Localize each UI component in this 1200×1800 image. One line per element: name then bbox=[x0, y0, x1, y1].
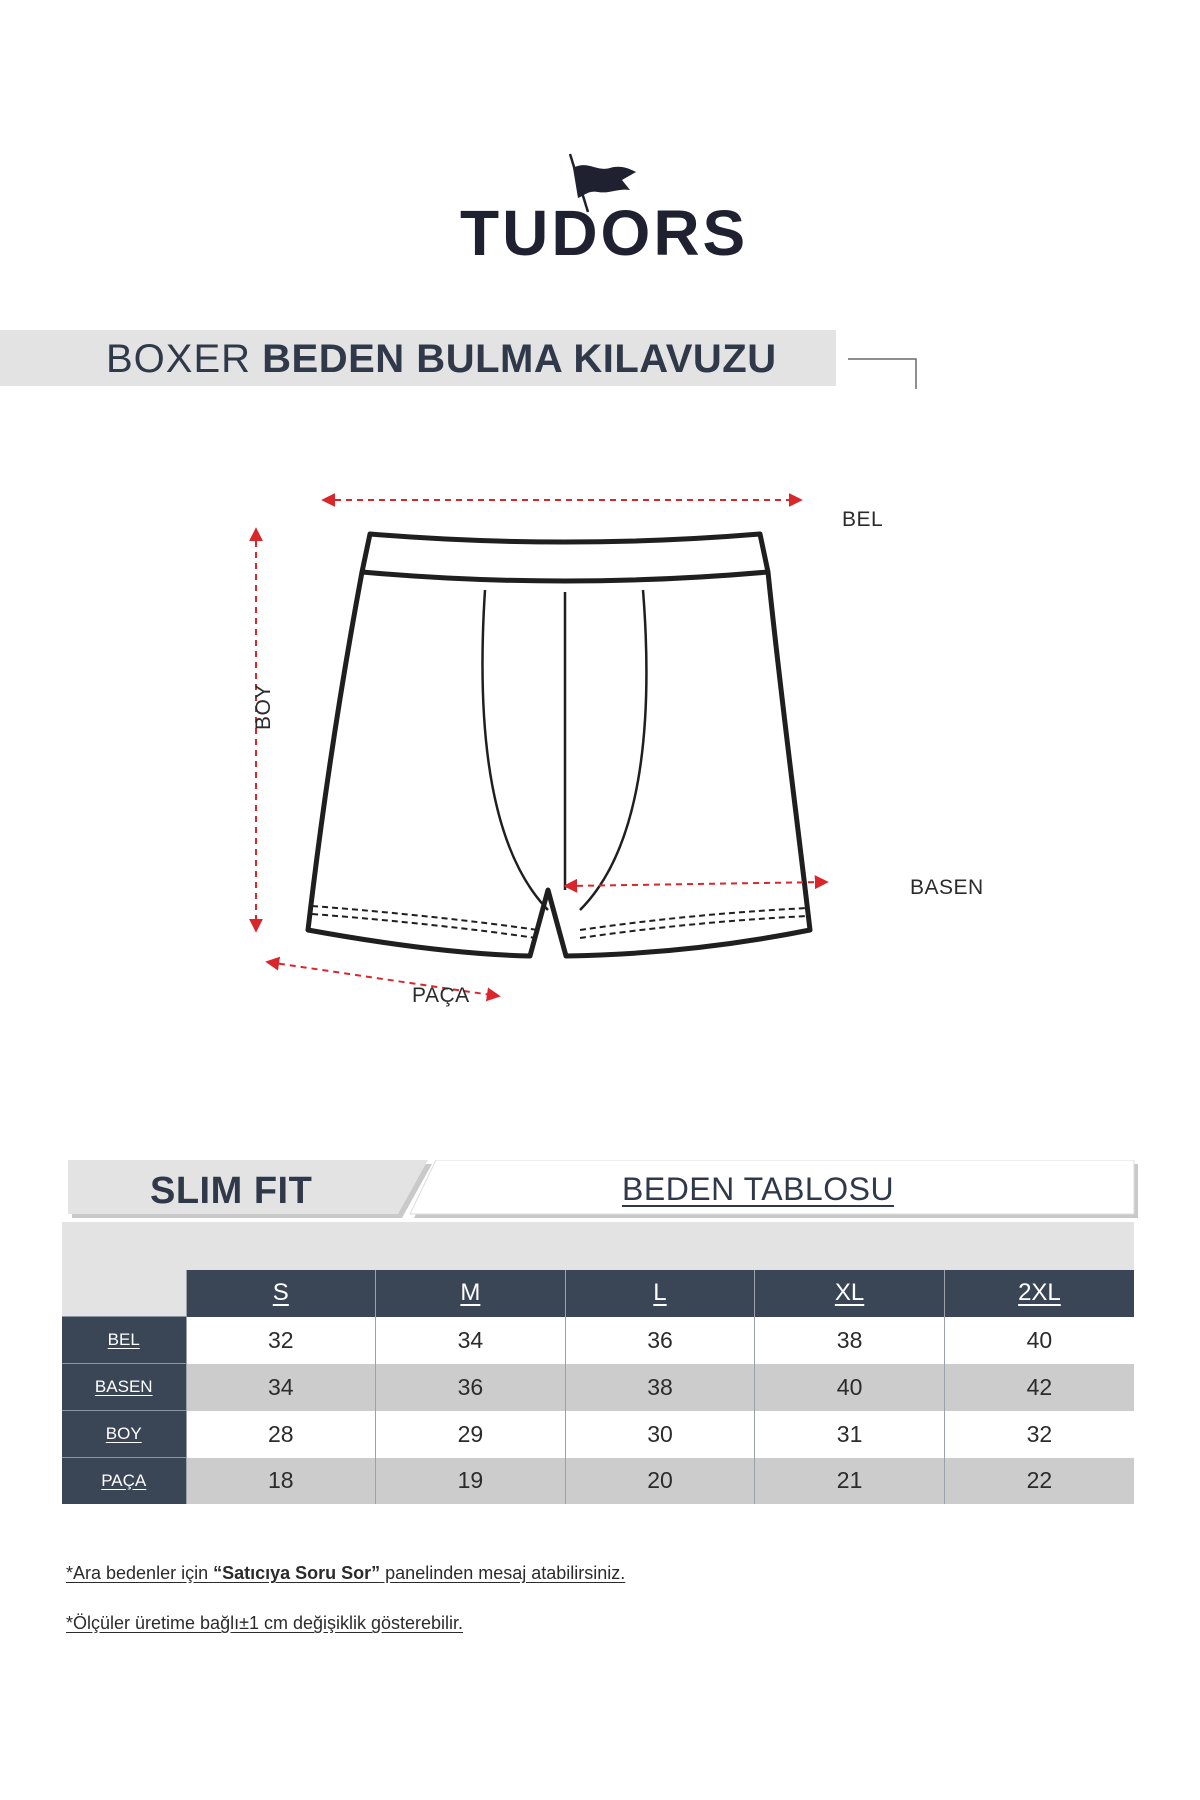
size-table bbox=[62, 1270, 1134, 1504]
note-highlight: “Satıcıya Soru Sor” bbox=[213, 1563, 381, 1583]
basen-label: BASEN bbox=[910, 876, 984, 899]
table-cell: 19 bbox=[376, 1458, 566, 1505]
table-cell: 36 bbox=[565, 1317, 755, 1364]
page-title bbox=[106, 331, 777, 387]
corner-bracket-icon bbox=[848, 358, 918, 390]
table-cell: 42 bbox=[944, 1364, 1134, 1411]
table-row bbox=[62, 1458, 1134, 1505]
table-row bbox=[62, 1317, 1134, 1364]
size-header: S bbox=[186, 1270, 376, 1317]
title-bold: BEDEN BULMA KILAVUZU bbox=[262, 337, 777, 381]
brand-wordmark: TUDORS bbox=[460, 197, 749, 269]
table-cell: 29 bbox=[376, 1411, 566, 1458]
note-intermediate-sizes bbox=[66, 1563, 625, 1584]
table-cell: 28 bbox=[186, 1411, 376, 1458]
boxer-diagram bbox=[240, 490, 1000, 1010]
boxer-seams bbox=[482, 590, 646, 910]
table-cell: 20 bbox=[565, 1458, 755, 1505]
title-light: BOXER bbox=[106, 337, 252, 381]
bel-label: BEL bbox=[842, 508, 884, 531]
table-cell: 21 bbox=[755, 1458, 945, 1505]
row-label: BASEN bbox=[62, 1364, 186, 1411]
boxer-outline bbox=[308, 534, 810, 956]
basen-arrow bbox=[566, 882, 826, 886]
table-cell: 22 bbox=[944, 1458, 1134, 1505]
table-cell: 34 bbox=[376, 1317, 566, 1364]
size-header: 2XL bbox=[944, 1270, 1134, 1317]
table-cell: 40 bbox=[755, 1364, 945, 1411]
size-header: M bbox=[376, 1270, 566, 1317]
table-row bbox=[62, 1364, 1134, 1411]
size-header: L bbox=[565, 1270, 755, 1317]
table-cell: 38 bbox=[565, 1364, 755, 1411]
note-tolerance: *Ölçüler üretime bağlı±1 cm değişiklik gösterebilir. bbox=[66, 1613, 464, 1633]
table-cell: 31 bbox=[755, 1411, 945, 1458]
table-cell: 32 bbox=[944, 1411, 1134, 1458]
note-text: *Ara bedenler için bbox=[66, 1563, 214, 1583]
note-text: panelinden mesaj atabilirsiniz. bbox=[380, 1563, 626, 1583]
table-cell: 38 bbox=[755, 1317, 945, 1364]
size-header: XL bbox=[755, 1270, 945, 1317]
size-header-row bbox=[62, 1270, 1134, 1317]
fit-label: SLIM FIT bbox=[150, 1170, 313, 1212]
row-label: BOY bbox=[62, 1411, 186, 1458]
row-label: BEL bbox=[62, 1317, 186, 1364]
corner-cell bbox=[62, 1270, 186, 1317]
table-cell: 36 bbox=[376, 1364, 566, 1411]
table-cell: 32 bbox=[186, 1317, 376, 1364]
table-cell: 30 bbox=[565, 1411, 755, 1458]
table-cell: 34 bbox=[186, 1364, 376, 1411]
table-cell: 40 bbox=[944, 1317, 1134, 1364]
boy-label: BOY bbox=[252, 684, 275, 730]
table-title: BEDEN TABLOSU bbox=[622, 1171, 895, 1207]
row-label: PAÇA bbox=[62, 1458, 186, 1505]
table-cell: 18 bbox=[186, 1458, 376, 1505]
table-row bbox=[62, 1411, 1134, 1458]
paca-label: PAÇA bbox=[412, 984, 470, 1007]
